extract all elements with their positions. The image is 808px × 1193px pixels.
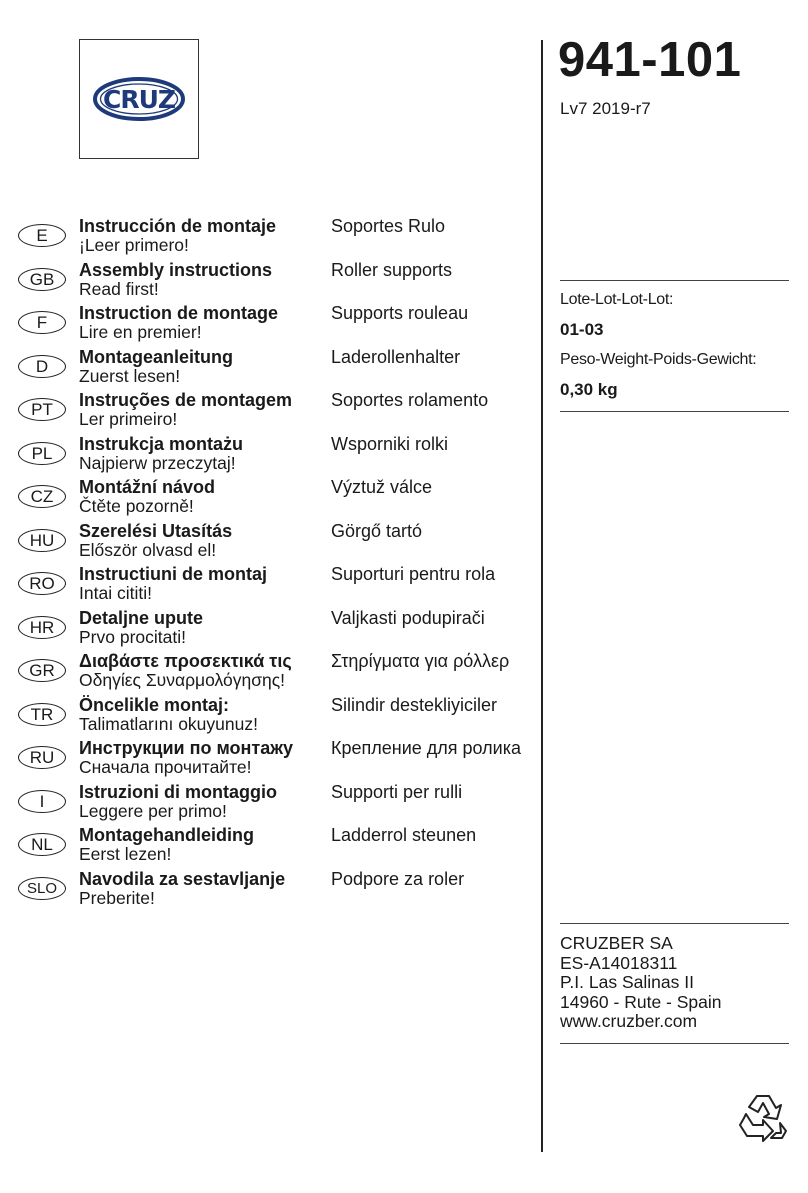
language-row	[18, 303, 538, 347]
lot-label: Lote-Lot-Lot-Lot:	[560, 291, 674, 308]
language-code-badge: GR	[18, 659, 66, 682]
logo-text: CRUZ	[102, 85, 176, 114]
language-subtitle: ¡Leer primero!	[79, 235, 189, 255]
language-title: Szerelési Utasítás	[79, 520, 233, 541]
brand-logo-box	[79, 39, 199, 159]
language-code-badge: TR	[18, 703, 66, 726]
language-row	[18, 390, 538, 434]
language-subtitle: Read first!	[79, 278, 159, 299]
company-website[interactable]: www.cruzber.com	[560, 1011, 698, 1031]
language-subtitle: Először olvasd el!	[79, 539, 217, 560]
language-product-name: Supports rouleau	[331, 303, 469, 323]
language-subtitle: Preberite!	[79, 887, 155, 908]
language-code-badge: RU	[18, 746, 66, 769]
language-code-badge: E	[18, 224, 66, 247]
language-subtitle: Οδηγίες Συναρμολόγησης!	[79, 670, 286, 690]
language-code-badge: F	[18, 311, 66, 334]
language-title: Assembly instructions	[79, 259, 273, 280]
language-code-badge: CZ	[18, 485, 66, 508]
language-subtitle: Prvo procitati!	[79, 626, 186, 647]
language-title: Instrucción de montaje	[79, 216, 277, 236]
language-title: Navodila za sestavljanje	[79, 868, 286, 889]
language-product-name: Στηρίγματα για ρόλλερ	[331, 651, 510, 671]
weight-label: Peso-Weight-Poids-Gewicht:	[560, 351, 757, 368]
language-row	[18, 869, 538, 913]
language-subtitle: Zuerst lesen!	[79, 365, 181, 386]
divider-middle	[560, 411, 789, 412]
language-code-badge: HU	[18, 529, 66, 552]
language-product-name: Soportes Rulo	[331, 216, 446, 236]
company-street: P.I. Las Salinas II	[560, 972, 694, 992]
language-subtitle: Leggere per primo!	[79, 800, 227, 821]
language-row	[18, 782, 538, 826]
language-code-badge: SLO	[18, 877, 66, 900]
product-code: 941-101	[558, 33, 742, 87]
language-list	[18, 216, 538, 912]
divider-company-top	[560, 923, 789, 924]
language-title: Montageanleitung	[79, 346, 233, 367]
language-subtitle: Intai cititi!	[79, 583, 152, 603]
language-title: Istruzioni di montaggio	[79, 781, 277, 802]
language-subtitle: Ler primeiro!	[79, 409, 178, 429]
language-product-name: Roller supports	[331, 259, 453, 280]
lot-value: 01-03	[560, 320, 604, 339]
language-subtitle: Eerst lezen!	[79, 844, 172, 864]
language-product-name: Suporturi pentru rola	[331, 564, 496, 584]
language-subtitle: Сначала прочитайте!	[79, 757, 252, 777]
language-code-badge: PT	[18, 398, 66, 421]
language-row	[18, 651, 538, 695]
language-product-name: Wsporniki rolki	[331, 433, 449, 454]
language-product-name: Ladderrol steunen	[331, 825, 477, 845]
language-title: Montážní návod	[79, 477, 215, 497]
language-code-badge: HR	[18, 616, 66, 639]
language-row	[18, 738, 538, 782]
language-product-name: Laderollenhalter	[331, 346, 461, 367]
language-row	[18, 521, 538, 565]
language-product-name: Podpore za roler	[331, 868, 465, 889]
language-product-name: Supporti per rulli	[331, 781, 463, 802]
language-product-name: Silindir destekliyiciler	[331, 694, 498, 715]
language-row	[18, 216, 538, 260]
language-row	[18, 695, 538, 739]
divider-top	[560, 280, 789, 281]
language-subtitle: Čtěte pozorně!	[79, 496, 194, 516]
language-title: Instrukcja montażu	[79, 433, 244, 454]
language-product-name: Výztuž válce	[331, 477, 433, 497]
language-code-badge: I	[18, 790, 66, 813]
language-code-badge: PL	[18, 442, 66, 465]
language-title: Διαβάστε προσεκτικά τις	[79, 651, 292, 671]
vertical-divider	[541, 40, 543, 1152]
language-row	[18, 825, 538, 869]
language-code-badge: RO	[18, 572, 66, 595]
language-code-badge: GB	[18, 268, 66, 291]
language-title: Öncelikle montaj:	[79, 694, 230, 715]
divider-company-bottom	[560, 1043, 789, 1044]
company-city: 14960 - Rute - Spain	[560, 991, 722, 1012]
weight-value: 0,30 kg	[560, 380, 618, 399]
language-title: Instructiuni de montaj	[79, 564, 268, 584]
language-product-name: Крепление для ролика	[331, 738, 521, 758]
language-title: Инструкции по монтажу	[79, 738, 294, 758]
language-title: Montagehandleiding	[79, 825, 254, 845]
language-subtitle: Najpierw przeczytaj!	[79, 452, 236, 473]
cruz-logo	[93, 77, 185, 121]
company-address	[560, 934, 722, 1032]
language-row	[18, 434, 538, 478]
company-name: CRUZBER SA	[560, 933, 673, 953]
language-title: Detaljne upute	[79, 607, 204, 628]
language-title: Instruction de montage	[79, 303, 279, 323]
language-product-name: Soportes rolamento	[331, 390, 489, 410]
language-code-badge: NL	[18, 833, 66, 856]
language-row	[18, 608, 538, 652]
language-subtitle: Lire en premier!	[79, 322, 202, 342]
language-title: Instruções de montagem	[79, 390, 293, 410]
language-code-badge: D	[18, 355, 66, 378]
version-label: Lv7 2019-r7	[560, 99, 651, 118]
language-row	[18, 477, 538, 521]
language-row	[18, 260, 538, 304]
language-subtitle: Talimatlarını okuyunuz!	[79, 713, 258, 734]
language-product-name: Valjkasti podupirači	[331, 607, 485, 628]
language-row	[18, 347, 538, 391]
recycle-icon	[736, 1090, 790, 1144]
language-row	[18, 564, 538, 608]
language-product-name: Görgő tartó	[331, 520, 423, 541]
company-vat: ES-A14018311	[560, 952, 678, 973]
